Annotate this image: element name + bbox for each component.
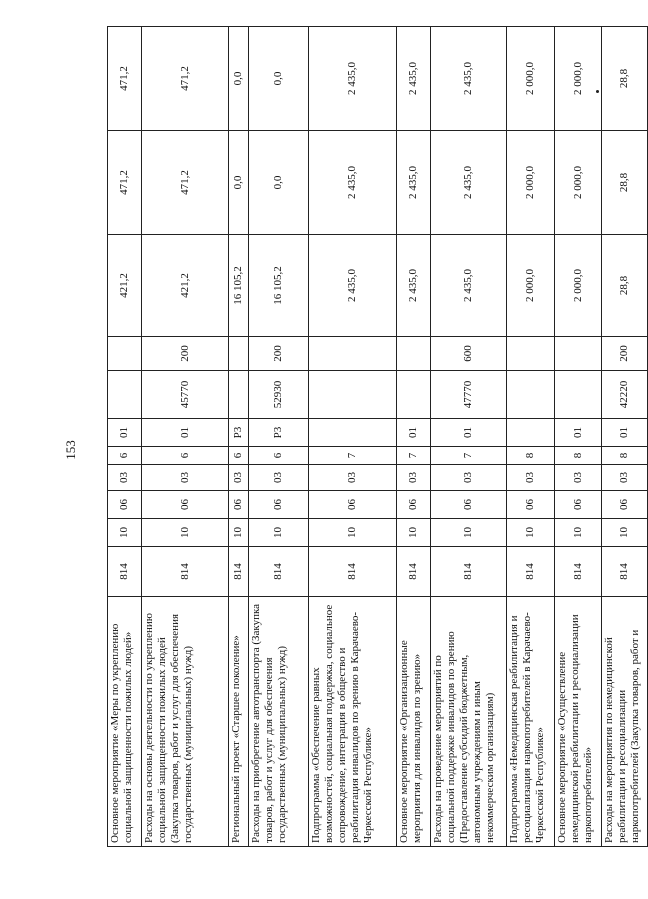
cell-cs2: 6 bbox=[142, 447, 229, 465]
cell-grbs: 814 bbox=[555, 547, 602, 597]
cell-vr bbox=[507, 337, 555, 371]
table-row bbox=[108, 27, 142, 847]
cell-grbs: 814 bbox=[108, 547, 142, 597]
row-name: Региональный проект «Старшее поколение» bbox=[229, 597, 249, 847]
cell-rz: 10 bbox=[142, 519, 229, 547]
cell-cs1: 03 bbox=[249, 465, 309, 491]
cell-grbs: 814 bbox=[229, 547, 249, 597]
cell-cs1: 03 bbox=[507, 465, 555, 491]
cell-pr: 06 bbox=[397, 491, 431, 519]
cell-year1: 2 435,0 bbox=[431, 235, 507, 337]
cell-year1: 16 105,2 bbox=[229, 235, 249, 337]
row-name: Расходы на приобретение автотранспорта (Закупка товаров, работ и услуг для обеспечения государственных (муниципальных) нужд) bbox=[249, 597, 309, 847]
cell-year3: 2 435,0 bbox=[431, 27, 507, 131]
cell-vr: 200 bbox=[602, 337, 648, 371]
cell-year3: 2 435,0 bbox=[309, 27, 397, 131]
cell-year2: 2 000,0 bbox=[507, 131, 555, 235]
cell-year2: 28,8 bbox=[602, 131, 648, 235]
table-row bbox=[142, 27, 229, 847]
row-name: Основное мероприятие «Меры по укреплению социальной защищенности пожилых людей» bbox=[108, 597, 142, 847]
cell-vr bbox=[108, 337, 142, 371]
cell-cs1: 03 bbox=[229, 465, 249, 491]
cell-grbs: 814 bbox=[249, 547, 309, 597]
cell-cs1: 03 bbox=[431, 465, 507, 491]
table-row bbox=[229, 27, 249, 847]
page-number: 153 bbox=[63, 440, 78, 460]
cell-year2: 2 435,0 bbox=[431, 131, 507, 235]
cell-year2: 0,0 bbox=[249, 131, 309, 235]
cell-rz: 10 bbox=[249, 519, 309, 547]
cell-year3: 2 000,0 bbox=[555, 27, 602, 131]
cell-year1: 28,8 bbox=[602, 235, 648, 337]
cell-year1: 2 435,0 bbox=[397, 235, 431, 337]
cell-rz: 10 bbox=[108, 519, 142, 547]
budget-table bbox=[107, 26, 648, 847]
cell-rz: 10 bbox=[431, 519, 507, 547]
cell-year3: 471,2 bbox=[108, 27, 142, 131]
table-row bbox=[602, 27, 648, 847]
cell-year3: 28,8 bbox=[602, 27, 648, 131]
cell-year1: 2 000,0 bbox=[507, 235, 555, 337]
cell-year3: 0,0 bbox=[249, 27, 309, 131]
cell-vr bbox=[397, 337, 431, 371]
cell-cs4 bbox=[309, 371, 397, 419]
cell-cs1: 03 bbox=[602, 465, 648, 491]
cell-vr: 200 bbox=[142, 337, 229, 371]
rotated-table-inner bbox=[107, 27, 641, 847]
cell-year2: 2 435,0 bbox=[397, 131, 431, 235]
cell-year3: 2 435,0 bbox=[397, 27, 431, 131]
cell-cs4: 52930 bbox=[249, 371, 309, 419]
row-name: Подпрограмма «Немедицинская реабилитация и ресоциализация наркопотребителей в Карачаево-Черкесской Республике» bbox=[507, 597, 555, 847]
cell-year3: 2 000,0 bbox=[507, 27, 555, 131]
cell-grbs: 814 bbox=[397, 547, 431, 597]
cell-cs2: 7 bbox=[397, 447, 431, 465]
cell-cs2: 8 bbox=[507, 447, 555, 465]
cell-year1: 421,2 bbox=[108, 235, 142, 337]
cell-cs3 bbox=[309, 419, 397, 447]
cell-cs3 bbox=[507, 419, 555, 447]
cell-year2: 471,2 bbox=[142, 131, 229, 235]
cell-cs3: 01 bbox=[142, 419, 229, 447]
cell-cs4 bbox=[229, 371, 249, 419]
table-row bbox=[507, 27, 555, 847]
cell-cs1: 03 bbox=[142, 465, 229, 491]
cell-cs4: 45770 bbox=[142, 371, 229, 419]
cell-cs3: P3 bbox=[229, 419, 249, 447]
cell-vr bbox=[229, 337, 249, 371]
cell-pr: 06 bbox=[431, 491, 507, 519]
cell-cs2: 7 bbox=[431, 447, 507, 465]
cell-grbs: 814 bbox=[142, 547, 229, 597]
cell-cs3: P3 bbox=[249, 419, 309, 447]
cell-pr: 06 bbox=[555, 491, 602, 519]
cell-year1: 421,2 bbox=[142, 235, 229, 337]
cell-cs1: 03 bbox=[309, 465, 397, 491]
cell-year2: 2 000,0 bbox=[555, 131, 602, 235]
cell-cs2: 8 bbox=[555, 447, 602, 465]
cell-pr: 06 bbox=[108, 491, 142, 519]
cell-cs3: 01 bbox=[431, 419, 507, 447]
table-row bbox=[249, 27, 309, 847]
cell-cs2: 6 bbox=[229, 447, 249, 465]
cell-cs2: 6 bbox=[249, 447, 309, 465]
cell-vr bbox=[309, 337, 397, 371]
cell-cs3: 01 bbox=[108, 419, 142, 447]
cell-cs3: 01 bbox=[397, 419, 431, 447]
cell-cs3: 01 bbox=[555, 419, 602, 447]
cell-rz: 10 bbox=[229, 519, 249, 547]
row-name: Расходы на основы деятельности по укреплению социальной защищенности пожилых людей (Закупка товаров, работ и услуг для обеспечения государственных (муниципальных) нужд) bbox=[142, 597, 229, 847]
cell-cs4 bbox=[507, 371, 555, 419]
cell-rz: 10 bbox=[309, 519, 397, 547]
cell-cs3: 01 bbox=[602, 419, 648, 447]
cell-cs2: 6 bbox=[108, 447, 142, 465]
row-name: Основное мероприятие «Осуществление немедицинской реабилитации и ресоциализации наркопотребителей» bbox=[555, 597, 602, 847]
cell-grbs: 814 bbox=[431, 547, 507, 597]
cell-pr: 06 bbox=[602, 491, 648, 519]
row-name: Расходы на проведение мероприятий по социальной поддержке инвалидов по зрению (Предоставление субсидий бюджетным, автономным учреждениям и иным некоммерческим организациям) bbox=[431, 597, 507, 847]
cell-year1: 2 000,0 bbox=[555, 235, 602, 337]
row-name: Подпрограмма «Обеспечение равных возможностей, социальная поддержка, социальное сопровождение, интеграция в общество и реабилитация инвалидов по зрению в Карачаево-Черкесской Республике» bbox=[309, 597, 397, 847]
cell-cs2: 8 bbox=[602, 447, 648, 465]
cell-year3: 0,0 bbox=[229, 27, 249, 131]
cell-rz: 10 bbox=[555, 519, 602, 547]
cell-year1: 16 105,2 bbox=[249, 235, 309, 337]
cell-cs4 bbox=[555, 371, 602, 419]
cell-vr: 200 bbox=[249, 337, 309, 371]
row-name: Основное мероприятие «Организационные мероприятия для инвалидов по зрению» bbox=[397, 597, 431, 847]
cell-cs4: 47770 bbox=[431, 371, 507, 419]
cell-year1: 2 435,0 bbox=[309, 235, 397, 337]
cell-year2: 2 435,0 bbox=[309, 131, 397, 235]
table-row bbox=[397, 27, 431, 847]
cell-year2: 471,2 bbox=[108, 131, 142, 235]
cell-cs4 bbox=[397, 371, 431, 419]
table-row bbox=[555, 27, 602, 847]
cell-rz: 10 bbox=[397, 519, 431, 547]
cell-cs1: 03 bbox=[397, 465, 431, 491]
cell-pr: 06 bbox=[507, 491, 555, 519]
cell-grbs: 814 bbox=[602, 547, 648, 597]
cell-cs1: 03 bbox=[108, 465, 142, 491]
cell-grbs: 814 bbox=[507, 547, 555, 597]
row-name: Расходы на мероприятия по немедицинской реабилитации и ресоциализации наркопотребителей (Закупка товаров, работ и bbox=[602, 597, 648, 847]
cell-rz: 10 bbox=[507, 519, 555, 547]
cell-cs4: 42220 bbox=[602, 371, 648, 419]
cell-rz: 10 bbox=[602, 519, 648, 547]
table-row bbox=[309, 27, 397, 847]
cell-cs4 bbox=[108, 371, 142, 419]
cell-vr: 600 bbox=[431, 337, 507, 371]
cell-year3: 471,2 bbox=[142, 27, 229, 131]
rotated-table-wrapper bbox=[107, 27, 641, 847]
cell-grbs: 814 bbox=[309, 547, 397, 597]
cell-year2: 0,0 bbox=[229, 131, 249, 235]
cell-pr: 06 bbox=[249, 491, 309, 519]
cell-pr: 06 bbox=[142, 491, 229, 519]
cell-cs1: 03 bbox=[555, 465, 602, 491]
cell-cs2: 7 bbox=[309, 447, 397, 465]
cell-pr: 06 bbox=[309, 491, 397, 519]
cell-pr: 06 bbox=[229, 491, 249, 519]
table-row bbox=[431, 27, 507, 847]
cell-vr bbox=[555, 337, 602, 371]
